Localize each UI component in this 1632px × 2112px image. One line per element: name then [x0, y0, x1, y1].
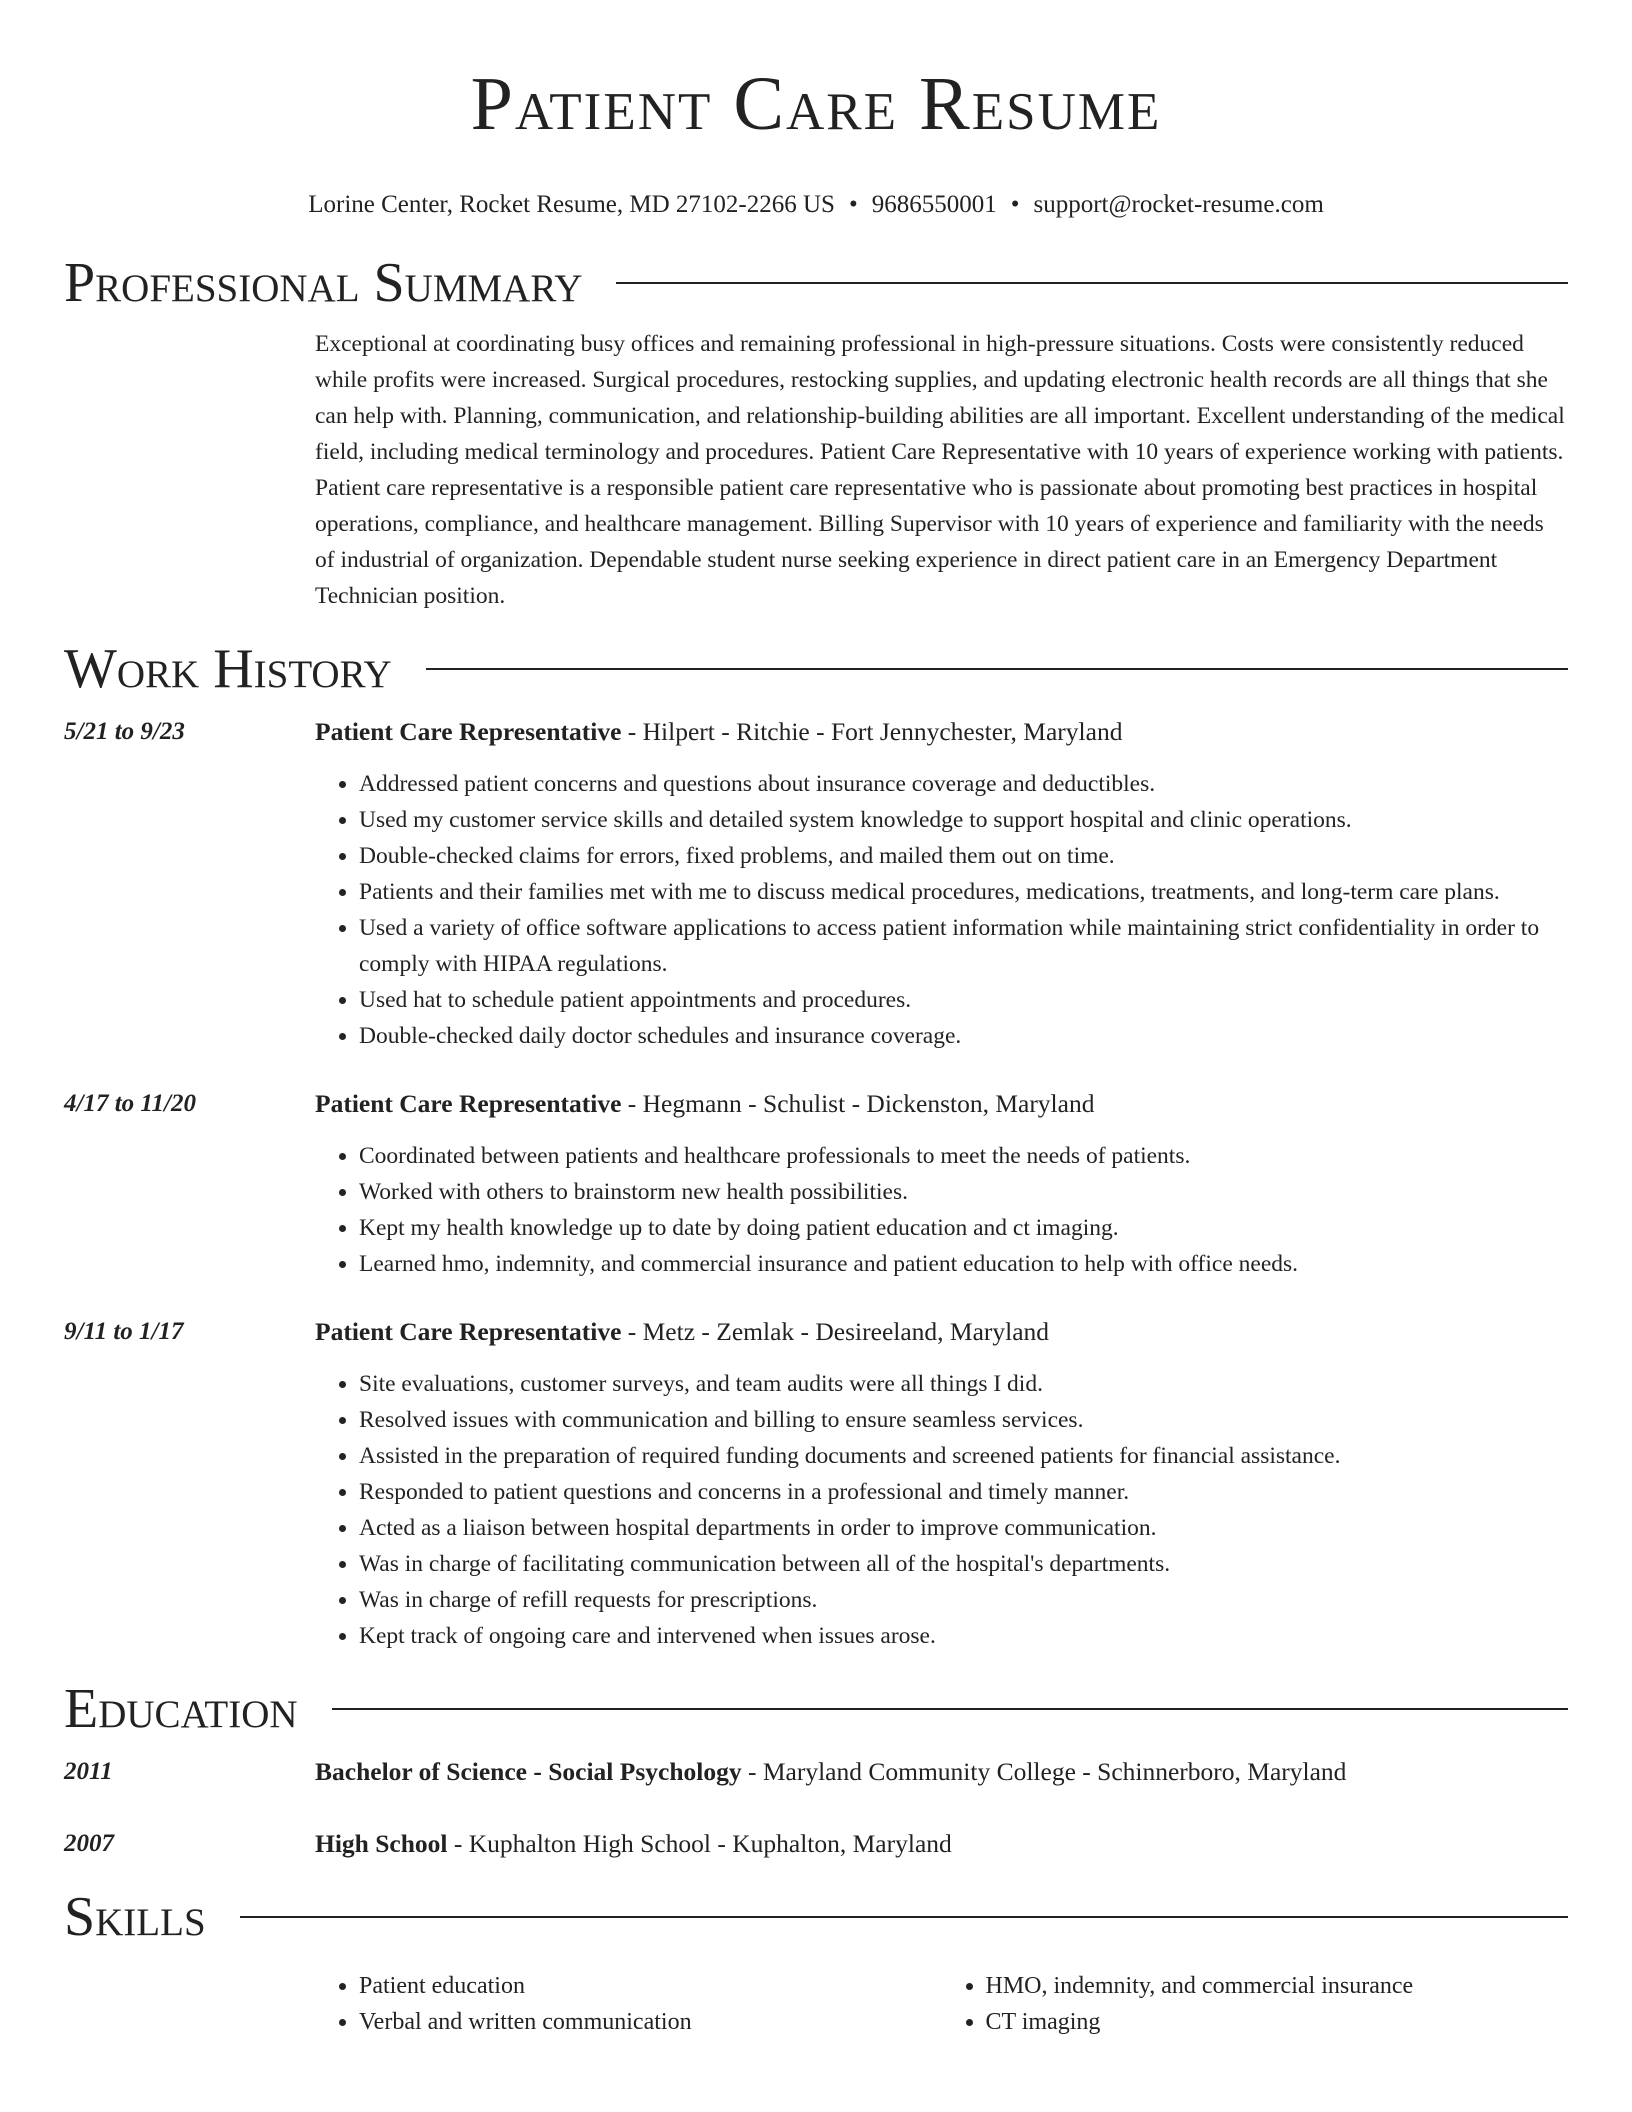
job-bullet: • Was in charge of refill requests for prescriptions. [359, 1582, 1568, 1618]
skills-column-left [315, 1968, 942, 2040]
job-bullet: • Used a variety of office software applications to access patient information while maintaining strict confidentiality in order to comply with HIPAA regulations. [359, 910, 1568, 982]
education-year: 2007 [64, 1830, 114, 1857]
skills-section-header [64, 1884, 1568, 1950]
skill-item: • Patient education [359, 1968, 942, 2004]
summary-row [64, 326, 1568, 614]
summary-text: Exceptional at coordinating busy offices and remaining professional in high-pressure situations. Costs were consistently reduced while profits were increased. Surgical procedures, restocking supplies, and updating electronic health records are all things that she can help with. Planning, communication, and relationship-building abilities are all important. Excellent understanding of the medical field, including medical terminology and procedures. Patient Care Representative with 10 years of experience working with patients. Patient care representative is a responsible patient care representative who is passionate about promoting best practices in hospital operations, compliance, and healthcare management. Billing Supervisor with 10 years of experience and familiarity with the needs of industrial of organization. Dependable student nurse seeking experience in direct patient care in an Emergency Department Technician position. [315, 331, 1565, 609]
job-bullet: • Coordinated between patients and healthcare professionals to meet the needs of patients. [359, 1138, 1568, 1174]
job-bullet: • Site evaluations, customer surveys, and team audits were all things I did. [359, 1366, 1568, 1402]
education-degree: Bachelor of Science - Social Psychology [315, 1757, 742, 1786]
job-bullet: • Used hat to schedule patient appointments and procedures. [359, 982, 1568, 1018]
job-bullet: • Double-checked claims for errors, fixed problems, and mailed them out on time. [359, 838, 1568, 874]
contact-phone: 9686550001 [871, 191, 997, 218]
job-dates: 5/21 to 9/23 [64, 718, 185, 745]
education-header [315, 1754, 1568, 1790]
skills-list [315, 1968, 1568, 2040]
skills-heading: Skills [64, 1886, 206, 1948]
education-year: 2011 [64, 1758, 113, 1785]
job-bullet: • Assisted in the preparation of required funding documents and screened patients for financial assistance. [359, 1438, 1568, 1474]
skill-item: • Verbal and written communication [359, 2004, 942, 2040]
job-dates: 4/17 to 11/20 [64, 1090, 196, 1117]
job-bullet: • Worked with others to brainstorm new health possibilities. [359, 1174, 1568, 1210]
skill-item: • HMO, indemnity, and commercial insurance [986, 1968, 1569, 2004]
education-heading: Education [64, 1678, 298, 1740]
job-header [315, 714, 1568, 750]
job-entry [64, 1314, 1568, 1654]
job-bullet: • Responded to patient questions and concerns in a professional and timely manner. [359, 1474, 1568, 1510]
skills-left-spacer [64, 1968, 315, 2040]
job-bullets [315, 766, 1568, 1054]
job-title: Patient Care Representative [315, 717, 622, 746]
section-divider [426, 668, 1568, 670]
contact-separator: • [848, 191, 858, 218]
skill-item: • CT imaging [986, 2004, 1569, 2040]
contact-email: support@rocket-resume.com [1033, 191, 1324, 218]
section-divider [240, 1916, 1568, 1918]
education-degree: High School [315, 1829, 448, 1858]
education-details: - Kuphalton High School - Kuphalton, Maryland [447, 1829, 952, 1858]
summary-heading: Professional Summary [64, 252, 583, 314]
job-bullet: • Resolved issues with communication and billing to ensure seamless services. [359, 1402, 1568, 1438]
education-entry [64, 1826, 1568, 1862]
section-divider [332, 1708, 1568, 1710]
job-title: Patient Care Representative [315, 1089, 622, 1118]
job-details: - Metz - Zemlak - Desireeland, Maryland [621, 1317, 1050, 1346]
job-bullet: • Patients and their families met with me to discuss medical procedures, medications, treatments, and long-term care plans. [359, 874, 1568, 910]
job-bullet: • Kept track of ongoing care and intervened when issues arose. [359, 1618, 1568, 1654]
job-title: Patient Care Representative [315, 1317, 622, 1346]
job-bullet: • Learned hmo, indemnity, and commercial insurance and patient education to help with office needs. [359, 1246, 1568, 1282]
education-details: - Maryland Community College - Schinnerboro, Maryland [741, 1757, 1347, 1786]
job-bullet: • Was in charge of facilitating communication between all of the hospital's departments. [359, 1546, 1568, 1582]
education-header [315, 1826, 1568, 1862]
contact-address: Lorine Center, Rocket Resume, MD 27102-2266 US [308, 191, 835, 218]
summary-section-header [64, 250, 1568, 316]
job-dates: 9/11 to 1/17 [64, 1318, 184, 1345]
job-bullet: • Used my customer service skills and detailed system knowledge to support hospital and clinic operations. [359, 802, 1568, 838]
job-bullet: • Addressed patient concerns and questions about insurance coverage and deductibles. [359, 766, 1568, 802]
job-details: - Hilpert - Ritchie - Fort Jennychester, Maryland [621, 717, 1123, 746]
job-header [315, 1086, 1568, 1122]
contact-line [64, 190, 1568, 220]
education-section-header [64, 1676, 1568, 1742]
job-bullet: • Acted as a liaison between hospital departments in order to improve communication. [359, 1510, 1568, 1546]
work-heading: Work History [64, 638, 392, 700]
resume-title: Patient Care Resume [470, 62, 1162, 146]
job-bullet: • Kept my health knowledge up to date by doing patient education and ct imaging. [359, 1210, 1568, 1246]
job-entry [64, 1086, 1568, 1282]
job-details: - Hegmann - Schulist - Dickenston, Maryland [621, 1089, 1095, 1118]
job-bullet: • Double-checked daily doctor schedules and insurance coverage. [359, 1018, 1568, 1054]
education-entry [64, 1754, 1568, 1790]
skills-column-right [942, 1968, 1569, 2040]
job-entry [64, 714, 1568, 1054]
contact-separator: • [1010, 191, 1020, 218]
section-divider [616, 282, 1568, 284]
job-bullets [315, 1138, 1568, 1282]
skills-row [64, 1968, 1568, 2040]
work-section-header [64, 636, 1568, 702]
summary-left-spacer [64, 326, 315, 614]
job-header [315, 1314, 1568, 1350]
job-bullets [315, 1366, 1568, 1654]
